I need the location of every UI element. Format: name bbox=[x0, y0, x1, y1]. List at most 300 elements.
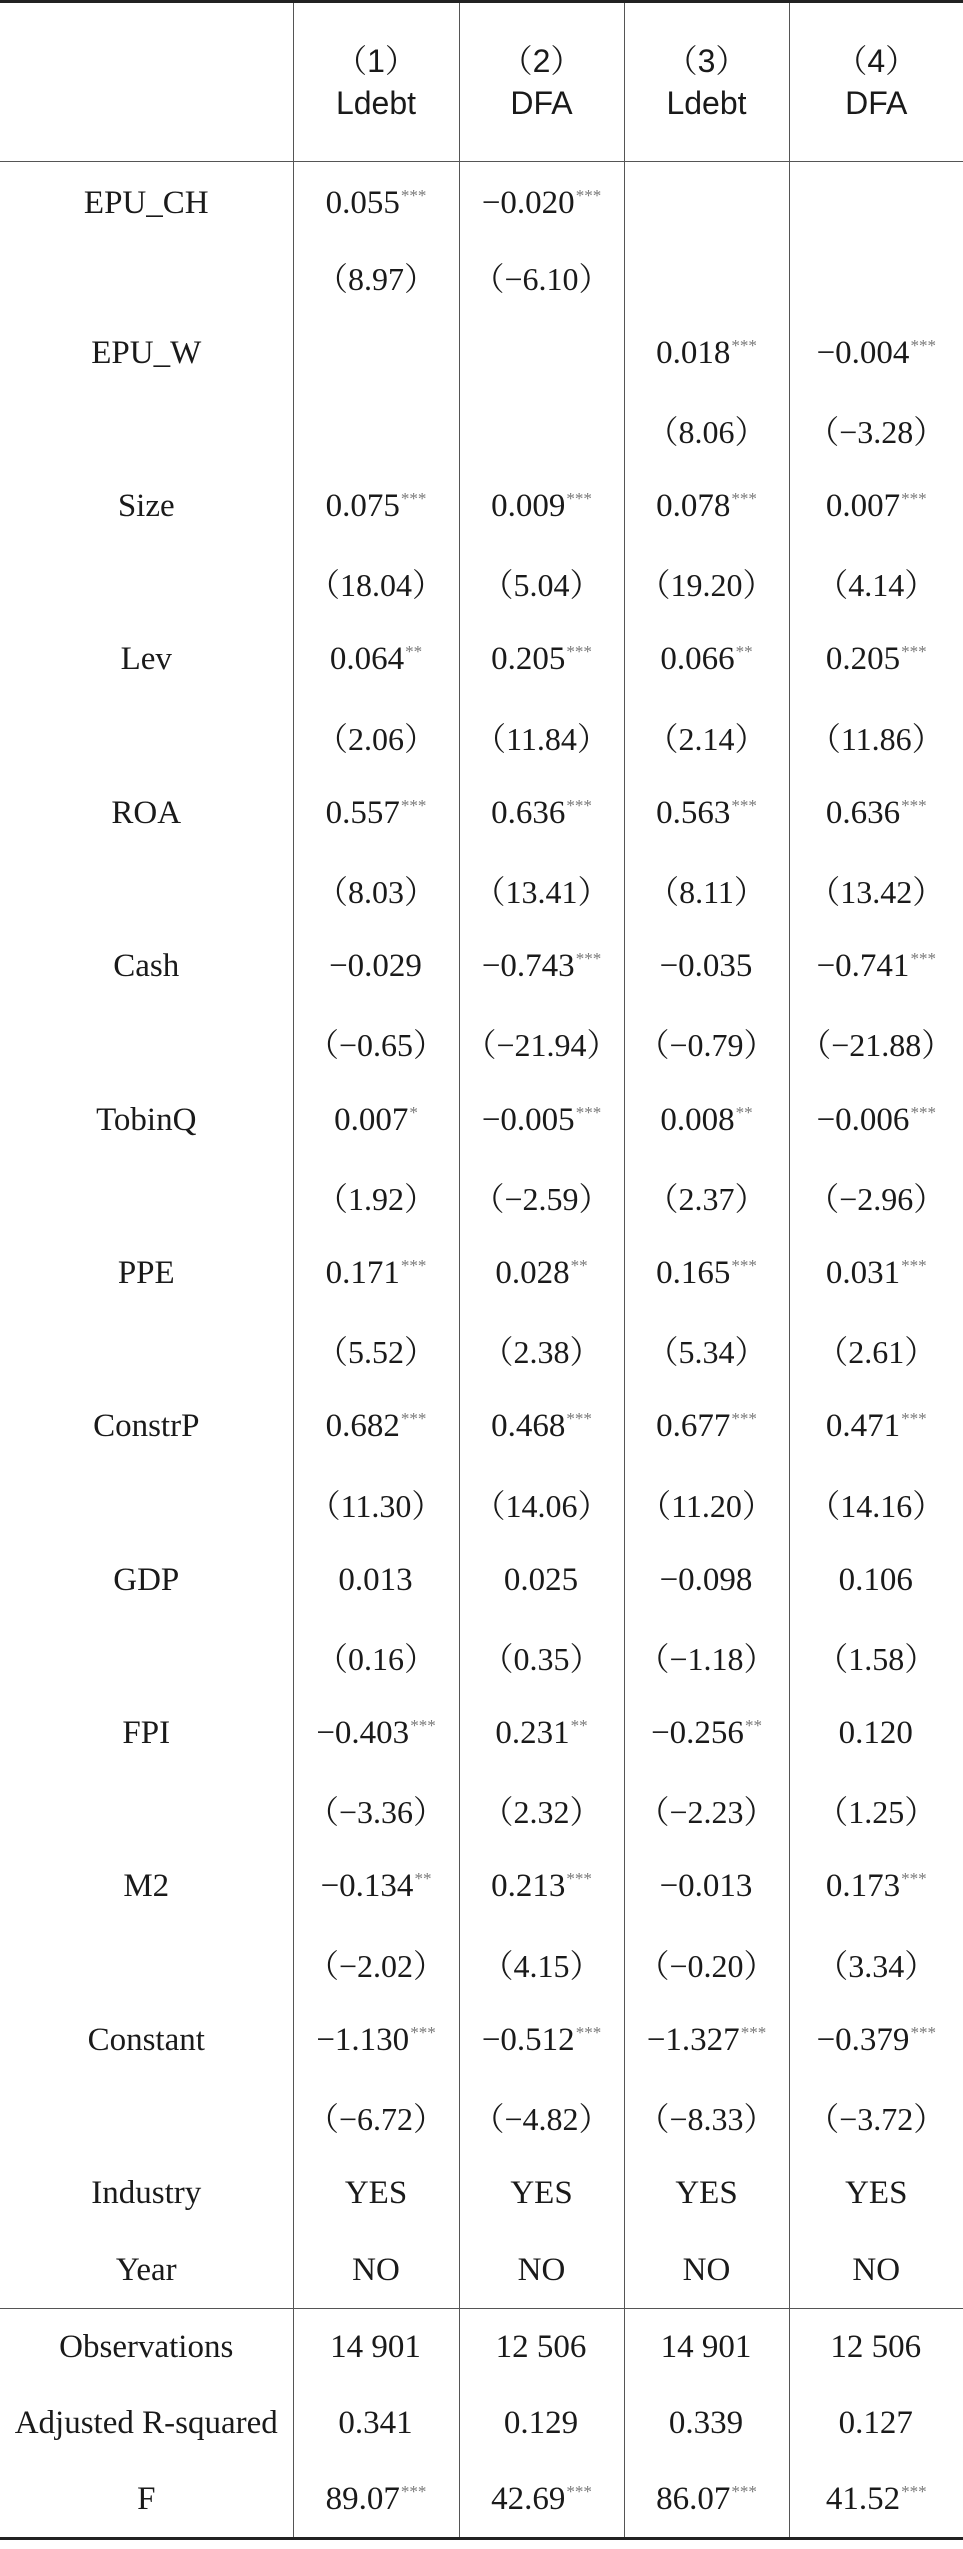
coefficient-cell bbox=[459, 2002, 624, 2079]
t-statistic-cell bbox=[789, 238, 963, 315]
t-statistic-cell bbox=[459, 1005, 624, 1082]
coefficient-row bbox=[0, 1235, 963, 1312]
coefficient-cell-value: −1.327 bbox=[646, 2021, 740, 2058]
significance-stars: *** bbox=[575, 185, 602, 205]
column-label: DFA bbox=[510, 85, 573, 121]
row-label-empty bbox=[0, 2079, 293, 2156]
significance-stars: *** bbox=[400, 185, 427, 205]
t-statistic-cell-value: （2.38） bbox=[481, 1334, 602, 1371]
coefficient-cell bbox=[789, 928, 963, 1005]
coefficient-cell bbox=[624, 1389, 789, 1466]
t-statistic-cell-value: （2.37） bbox=[646, 1180, 767, 1217]
control-cell-value: YES bbox=[344, 2175, 408, 2212]
significance-stars: ** bbox=[744, 1716, 762, 1736]
row-label: ROA bbox=[111, 794, 182, 831]
t-statistic-cell bbox=[293, 852, 459, 929]
t-statistic-cell bbox=[789, 1465, 963, 1542]
coefficient-cell-value: −0.035 bbox=[659, 948, 753, 985]
row-label-empty bbox=[0, 392, 293, 469]
coefficient-row bbox=[0, 928, 963, 1005]
coefficient-cell bbox=[624, 2002, 789, 2079]
coefficient-row bbox=[0, 775, 963, 852]
row-label: Cash bbox=[113, 948, 180, 985]
significance-stars: *** bbox=[901, 795, 927, 815]
row-label: EPU_W bbox=[91, 334, 202, 371]
significance-stars: *** bbox=[740, 2022, 767, 2042]
t-statistic-cell bbox=[293, 1925, 459, 2002]
t-statistic-cell bbox=[293, 1005, 459, 1082]
t-statistic-cell bbox=[789, 1158, 963, 1235]
header-corner bbox=[0, 2, 293, 162]
significance-stars: *** bbox=[731, 335, 757, 355]
t-statistic-cell-value: （5.04） bbox=[481, 567, 602, 604]
t-statistic-cell bbox=[459, 852, 624, 929]
coefficient-cell bbox=[624, 1082, 789, 1159]
significance-stars: *** bbox=[575, 1102, 602, 1122]
t-statistic-cell-value: （2.61） bbox=[816, 1334, 937, 1371]
t-statistic-cell-value: （0.16） bbox=[315, 1640, 436, 1677]
column-label: DFA bbox=[845, 85, 908, 121]
row-label: Lev bbox=[120, 641, 172, 678]
t-statistic-cell bbox=[293, 698, 459, 775]
coefficient-cell-value: 0.557 bbox=[325, 794, 400, 831]
coefficient-cell bbox=[789, 162, 963, 239]
coefficient-cell-value: 0.636 bbox=[825, 794, 901, 831]
coefficient-cell bbox=[789, 2002, 963, 2079]
coefficient-cell bbox=[459, 315, 624, 392]
coefficient-cell-value: 0.106 bbox=[838, 1561, 913, 1598]
statistic-cell bbox=[459, 2385, 624, 2462]
statistic-cell bbox=[459, 2309, 624, 2386]
row-label: Adjusted R-squared bbox=[14, 2405, 278, 2441]
coefficient-cell-value: 0.205 bbox=[825, 641, 901, 678]
coefficient-cell bbox=[624, 928, 789, 1005]
t-statistic-cell-value: （3.34） bbox=[816, 1947, 937, 1984]
t-statistic-cell bbox=[459, 1772, 624, 1849]
t-statistic-cell-value: （0.35） bbox=[481, 1640, 602, 1677]
t-statistic-cell-value: （11.30） bbox=[308, 1487, 444, 1524]
coefficient-cell-value: 0.008 bbox=[660, 1101, 735, 1138]
coefficient-cell bbox=[789, 1082, 963, 1159]
coefficient-cell bbox=[624, 775, 789, 852]
control-cell-value: NO bbox=[352, 2251, 400, 2288]
significance-stars: *** bbox=[901, 489, 927, 509]
t-statistic-cell-value: （−0.20） bbox=[637, 1947, 776, 1984]
coefficient-cell-value: 0.055 bbox=[325, 184, 400, 221]
t-statistic-row bbox=[0, 1158, 963, 1235]
coefficient-cell bbox=[624, 315, 789, 392]
significance-stars: ** bbox=[405, 642, 423, 662]
t-statistic-cell bbox=[459, 698, 624, 775]
row-label: Observations bbox=[59, 2328, 234, 2365]
coefficient-cell bbox=[459, 1082, 624, 1159]
coefficient-cell bbox=[459, 162, 624, 239]
coefficient-cell-value: −0.020 bbox=[481, 184, 575, 221]
t-statistic-cell-value: （8.97） bbox=[315, 260, 436, 297]
t-statistic-cell-value: （5.34） bbox=[646, 1334, 767, 1371]
t-statistic-cell bbox=[624, 852, 789, 929]
t-statistic-cell bbox=[459, 545, 624, 622]
t-statistic-row bbox=[0, 392, 963, 469]
statistic-cell-value: 89.07 bbox=[325, 2480, 400, 2517]
t-statistic-cell bbox=[459, 238, 624, 315]
t-statistic-cell-value: （−3.28） bbox=[807, 413, 946, 450]
t-statistic-cell bbox=[624, 698, 789, 775]
t-statistic-cell bbox=[624, 1005, 789, 1082]
coefficient-cell bbox=[789, 468, 963, 545]
significance-stars: *** bbox=[400, 1409, 427, 1429]
t-statistic-cell bbox=[789, 698, 963, 775]
coefficient-cell bbox=[293, 1389, 459, 1466]
row-label-empty bbox=[0, 238, 293, 315]
coefficient-cell-value: −0.006 bbox=[816, 1101, 910, 1138]
control-cell bbox=[293, 2232, 459, 2309]
control-cell bbox=[624, 2155, 789, 2232]
coefficient-cell bbox=[293, 1695, 459, 1772]
t-statistic-cell-value: （−0.79） bbox=[637, 1027, 776, 1064]
coefficient-cell bbox=[293, 468, 459, 545]
column-header-4 bbox=[789, 2, 963, 162]
t-statistic-cell-value: （−21.94） bbox=[464, 1027, 619, 1064]
coefficient-row bbox=[0, 1849, 963, 1926]
coefficient-row bbox=[0, 2002, 963, 2079]
t-statistic-cell bbox=[293, 1465, 459, 1542]
coefficient-row bbox=[0, 1389, 963, 1466]
coefficient-cell-value: 0.682 bbox=[325, 1408, 400, 1445]
t-statistic-cell-value: （13.42） bbox=[808, 874, 945, 911]
t-statistic-cell bbox=[624, 1312, 789, 1389]
row-label-empty bbox=[0, 1312, 293, 1389]
t-statistic-cell-value: （8.03） bbox=[315, 874, 436, 911]
significance-stars: *** bbox=[400, 1255, 427, 1275]
row-label-empty bbox=[0, 1158, 293, 1235]
t-statistic-cell bbox=[293, 545, 459, 622]
row-label: EPU_CH bbox=[83, 184, 209, 221]
t-statistic-cell-value: （−2.02） bbox=[306, 1947, 446, 1984]
coefficient-cell bbox=[624, 622, 789, 699]
coefficient-cell-value: 0.471 bbox=[825, 1408, 901, 1445]
significance-stars: *** bbox=[731, 1255, 757, 1275]
statistic-cell-value: 14 901 bbox=[330, 2328, 421, 2365]
coefficient-row bbox=[0, 1082, 963, 1159]
coefficient-cell bbox=[789, 1235, 963, 1312]
column-number: （1） bbox=[335, 43, 417, 79]
coefficient-cell bbox=[789, 1695, 963, 1772]
coefficient-cell-value: 0.028 bbox=[495, 1254, 570, 1291]
statistic-cell bbox=[789, 2462, 963, 2539]
coefficient-cell bbox=[624, 1695, 789, 1772]
t-statistic-cell bbox=[789, 1312, 963, 1389]
statistic-cell-value: 0.127 bbox=[838, 2405, 913, 2441]
coefficient-cell bbox=[293, 928, 459, 1005]
coefficient-cell bbox=[293, 1235, 459, 1312]
control-cell bbox=[293, 2155, 459, 2232]
statistics-rows bbox=[0, 2309, 963, 2539]
t-statistic-cell-value: （2.32） bbox=[481, 1794, 602, 1831]
t-statistic-cell-value: （13.41） bbox=[473, 874, 610, 911]
control-row bbox=[0, 2232, 963, 2309]
t-statistic-cell bbox=[789, 545, 963, 622]
t-statistic-cell-value: （−6.72） bbox=[306, 2101, 446, 2138]
statistic-cell bbox=[293, 2309, 459, 2386]
t-statistic-cell-value: （5.52） bbox=[315, 1334, 436, 1371]
t-statistic-cell bbox=[459, 1619, 624, 1696]
significance-stars: *** bbox=[731, 795, 757, 815]
row-label-empty bbox=[0, 852, 293, 929]
coefficient-cell-value: 0.018 bbox=[656, 334, 731, 371]
significance-stars: *** bbox=[566, 2481, 592, 2501]
coefficient-cell-value: −0.256 bbox=[651, 1715, 744, 1752]
coefficient-cell bbox=[459, 1235, 624, 1312]
coefficient-cell-value: 0.064 bbox=[329, 641, 405, 678]
t-statistic-cell-value: （4.15） bbox=[481, 1947, 602, 1984]
statistic-cell bbox=[624, 2462, 789, 2539]
coefficient-cell-value: 0.025 bbox=[503, 1561, 579, 1598]
row-label: GDP bbox=[113, 1561, 180, 1598]
t-statistic-cell bbox=[624, 545, 789, 622]
t-statistic-cell bbox=[459, 1312, 624, 1389]
coefficient-row bbox=[0, 622, 963, 699]
coefficient-cell bbox=[459, 775, 624, 852]
row-label: PPE bbox=[117, 1254, 175, 1291]
t-statistic-cell bbox=[624, 1619, 789, 1696]
coefficient-cell-value: 0.013 bbox=[338, 1561, 413, 1598]
coefficient-cell-value: 0.636 bbox=[491, 794, 566, 831]
t-statistic-cell-value: （−21.88） bbox=[799, 1027, 954, 1064]
t-statistic-cell-value: （4.14） bbox=[816, 567, 937, 604]
coefficient-cell-value: 0.031 bbox=[825, 1254, 901, 1291]
t-statistic-cell-value: （−3.36） bbox=[306, 1794, 446, 1831]
t-statistic-cell bbox=[293, 1312, 459, 1389]
statistic-cell bbox=[624, 2309, 789, 2386]
significance-stars: *** bbox=[410, 1716, 436, 1736]
coefficient-cell-value: 0.009 bbox=[491, 488, 566, 525]
control-cell-value: YES bbox=[845, 2175, 908, 2212]
coefficient-cell bbox=[624, 1849, 789, 1926]
column-number: （2） bbox=[500, 43, 583, 79]
t-statistic-cell bbox=[624, 392, 789, 469]
significance-stars: *** bbox=[566, 1869, 592, 1889]
statistic-row bbox=[0, 2309, 963, 2386]
coefficient-cell-value: 0.165 bbox=[656, 1254, 731, 1291]
coefficient-cell-value: −0.005 bbox=[481, 1101, 575, 1138]
coefficient-cell bbox=[459, 468, 624, 545]
control-cell bbox=[789, 2155, 963, 2232]
t-statistic-cell-value: （8.06） bbox=[646, 413, 767, 450]
control-cell-value: NO bbox=[852, 2251, 901, 2288]
t-statistic-cell bbox=[459, 1158, 624, 1235]
header-row bbox=[0, 2, 963, 162]
t-statistic-cell bbox=[789, 1005, 963, 1082]
statistic-cell bbox=[789, 2385, 963, 2462]
significance-stars: *** bbox=[901, 2481, 927, 2501]
coefficient-cell bbox=[459, 1389, 624, 1466]
significance-stars: *** bbox=[731, 1409, 757, 1429]
t-statistic-row bbox=[0, 1772, 963, 1849]
t-statistic-cell bbox=[459, 392, 624, 469]
coefficient-rows bbox=[0, 162, 963, 2309]
row-label: Industry bbox=[91, 2175, 202, 2212]
t-statistic-cell-value: （−2.59） bbox=[472, 1180, 611, 1217]
statistic-cell-value: 0.339 bbox=[668, 2405, 744, 2441]
column-label: Ldebt bbox=[666, 85, 747, 121]
t-statistic-cell bbox=[624, 2079, 789, 2156]
t-statistic-cell bbox=[293, 1619, 459, 1696]
coefficient-cell bbox=[459, 1849, 624, 1926]
coefficient-cell bbox=[459, 622, 624, 699]
t-statistic-cell-value: （−3.72） bbox=[807, 2101, 946, 2138]
column-header-1 bbox=[293, 2, 459, 162]
statistic-cell-value: 14 901 bbox=[660, 2328, 752, 2365]
coefficient-cell-value: −0.013 bbox=[659, 1868, 753, 1905]
significance-stars: *** bbox=[901, 1869, 927, 1889]
t-statistic-cell-value: （19.20） bbox=[638, 567, 775, 604]
coefficient-cell bbox=[624, 162, 789, 239]
t-statistic-cell bbox=[624, 1772, 789, 1849]
row-label: F bbox=[0, 2462, 293, 2539]
control-cell-value: NO bbox=[517, 2251, 566, 2288]
coefficient-cell-value: 0.120 bbox=[838, 1715, 913, 1752]
coefficient-cell-value: 0.231 bbox=[495, 1715, 570, 1752]
coefficient-row bbox=[0, 468, 963, 545]
significance-stars: *** bbox=[566, 795, 592, 815]
t-statistic-cell bbox=[789, 1925, 963, 2002]
t-statistic-cell bbox=[293, 238, 459, 315]
coefficient-cell bbox=[293, 162, 459, 239]
t-statistic-cell-value: （1.25） bbox=[816, 1794, 937, 1831]
statistic-cell-value: 42.69 bbox=[491, 2480, 566, 2517]
coefficient-cell-value: −1.130 bbox=[316, 2021, 410, 2058]
t-statistic-cell-value: （2.14） bbox=[646, 720, 767, 757]
row-label: Size bbox=[117, 488, 175, 525]
t-statistic-row bbox=[0, 545, 963, 622]
coefficient-cell-value: 0.007 bbox=[825, 488, 901, 525]
row-label: Year bbox=[0, 2232, 293, 2309]
significance-stars: *** bbox=[410, 2022, 436, 2042]
t-statistic-row bbox=[0, 1005, 963, 1082]
statistic-cell bbox=[293, 2385, 459, 2462]
t-statistic-cell bbox=[459, 1465, 624, 1542]
significance-stars: *** bbox=[400, 489, 427, 509]
coefficient-cell-value: 0.173 bbox=[825, 1868, 901, 1905]
significance-stars: *** bbox=[566, 489, 592, 509]
statistic-cell bbox=[789, 2309, 963, 2386]
coefficient-cell bbox=[789, 622, 963, 699]
coefficient-cell bbox=[789, 1389, 963, 1466]
statistic-cell bbox=[624, 2385, 789, 2462]
significance-stars: *** bbox=[910, 2022, 936, 2042]
t-statistic-cell bbox=[624, 1925, 789, 2002]
statistic-cell bbox=[459, 2462, 624, 2539]
coefficient-cell-value: −0.741 bbox=[816, 948, 910, 985]
statistic-cell-value: 86.07 bbox=[656, 2480, 731, 2517]
control-cell-value: YES bbox=[675, 2175, 738, 2212]
significance-stars: ** bbox=[735, 642, 753, 662]
significance-stars: *** bbox=[575, 2022, 602, 2042]
coefficient-cell-value: 0.213 bbox=[491, 1868, 566, 1905]
t-statistic-cell-value: （11.84） bbox=[474, 720, 609, 757]
column-header-2 bbox=[459, 2, 624, 162]
t-statistic-cell-value: （−6.10） bbox=[472, 260, 611, 297]
column-header-3 bbox=[624, 2, 789, 162]
significance-stars: ** bbox=[414, 1869, 432, 1889]
t-statistic-cell bbox=[459, 1925, 624, 2002]
coefficient-cell-value: −0.029 bbox=[329, 948, 422, 985]
statistic-cell-value: 0.129 bbox=[503, 2405, 579, 2441]
statistic-cell-value: 41.52 bbox=[825, 2480, 901, 2517]
significance-stars: * bbox=[409, 1102, 418, 1122]
significance-stars: *** bbox=[910, 1102, 936, 1122]
coefficient-row bbox=[0, 1542, 963, 1619]
row-label: FPI bbox=[122, 1715, 171, 1752]
significance-stars: *** bbox=[910, 335, 936, 355]
control-cell-value: YES bbox=[510, 2175, 573, 2212]
statistic-cell-value: 12 506 bbox=[830, 2328, 922, 2365]
t-statistic-row bbox=[0, 852, 963, 929]
coefficient-cell-value: 0.078 bbox=[656, 488, 731, 525]
control-cell bbox=[459, 2232, 624, 2309]
statistic-cell bbox=[293, 2462, 459, 2539]
coefficient-cell-value: −0.004 bbox=[816, 334, 910, 371]
significance-stars: *** bbox=[400, 2481, 427, 2501]
significance-stars: *** bbox=[731, 489, 757, 509]
statistic-cell-value: 0.341 bbox=[338, 2405, 413, 2441]
column-number: （4） bbox=[835, 43, 918, 79]
significance-stars: ** bbox=[735, 1102, 753, 1122]
coefficient-cell-value: −0.098 bbox=[659, 1561, 753, 1598]
t-statistic-cell-value: （2.06） bbox=[315, 720, 436, 757]
control-cell bbox=[459, 2155, 624, 2232]
t-statistic-cell bbox=[789, 2079, 963, 2156]
coefficient-cell-value: 0.007 bbox=[334, 1101, 409, 1138]
coefficient-cell-value: −0.403 bbox=[316, 1715, 410, 1752]
t-statistic-cell-value: （14.16） bbox=[808, 1487, 945, 1524]
t-statistic-row bbox=[0, 1312, 963, 1389]
coefficient-row bbox=[0, 1695, 963, 1772]
coefficient-cell-value: −0.379 bbox=[816, 2021, 910, 2058]
t-statistic-cell bbox=[459, 2079, 624, 2156]
coefficient-cell-value: 0.468 bbox=[491, 1408, 566, 1445]
t-statistic-cell bbox=[789, 852, 963, 929]
row-label-empty bbox=[0, 545, 293, 622]
statistic-row bbox=[0, 2385, 963, 2462]
coefficient-cell-value: −0.512 bbox=[481, 2021, 575, 2058]
coefficient-cell bbox=[789, 315, 963, 392]
t-statistic-cell-value: （−2.23） bbox=[637, 1794, 776, 1831]
coefficient-cell-value: 0.066 bbox=[660, 641, 735, 678]
t-statistic-cell-value: （−4.82） bbox=[472, 2101, 611, 2138]
t-statistic-cell-value: （18.04） bbox=[307, 567, 444, 604]
coefficient-cell bbox=[459, 928, 624, 1005]
control-cell bbox=[624, 2232, 789, 2309]
t-statistic-cell bbox=[789, 392, 963, 469]
t-statistic-cell bbox=[293, 1772, 459, 1849]
coefficient-cell-value: −0.134 bbox=[320, 1868, 414, 1905]
row-label: M2 bbox=[123, 1868, 170, 1905]
coefficient-row bbox=[0, 162, 963, 239]
t-statistic-row bbox=[0, 1619, 963, 1696]
row-label-empty bbox=[0, 1005, 293, 1082]
row-label-empty bbox=[0, 1772, 293, 1849]
t-statistic-cell-value: （−8.33） bbox=[637, 2101, 776, 2138]
t-statistic-row bbox=[0, 698, 963, 775]
coefficient-cell-value: 0.205 bbox=[491, 641, 566, 678]
t-statistic-cell bbox=[624, 1158, 789, 1235]
coefficient-cell bbox=[293, 1542, 459, 1619]
t-statistic-cell-value: （14.06） bbox=[473, 1487, 610, 1524]
coefficient-cell-value: −0.743 bbox=[481, 948, 575, 985]
row-label: Constant bbox=[87, 2021, 205, 2058]
